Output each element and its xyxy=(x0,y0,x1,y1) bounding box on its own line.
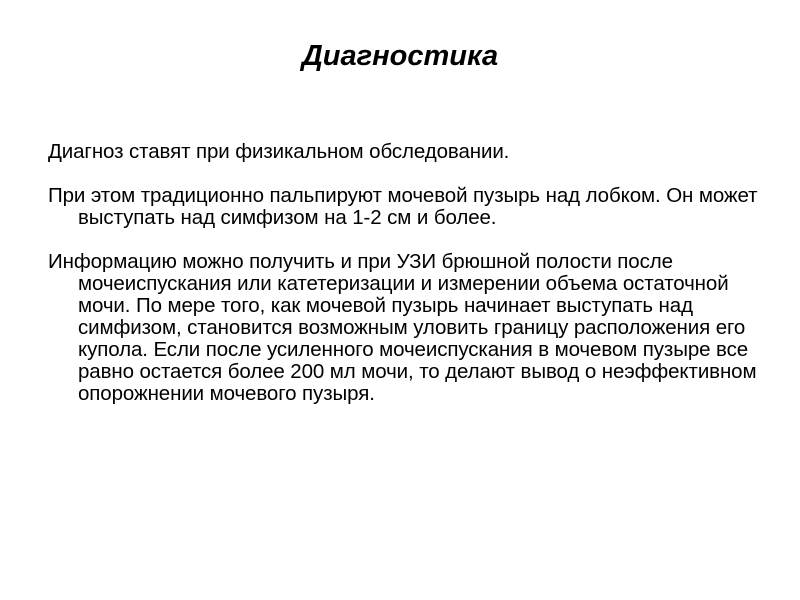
paragraph-palpation: При этом традиционно пальпируют мочевой пузырь над лобком. Он может выступать над симфизом на 1-2 см и более. xyxy=(48,184,758,229)
paragraph-ultrasound: Информацию можно получить и при УЗИ брюшной полости после мочеиспускания или катетеризации и измерении объема остаточной мочи. По мере того, как мочевой пузырь начинает выступать над симфизом, становится возможным уловить границу расположения его купола. Если после усиленного мочеиспускания в мочевом пузыре все равно остается более 200 мл мочи, то делают вывод о неэффективном опорожнении мочевого пузыря. xyxy=(48,250,757,405)
slide-body xyxy=(48,141,768,427)
paragraph-diagnosis: Диагноз ставят при физикальном обследовании. xyxy=(48,140,510,163)
slide-title: Диагностика xyxy=(301,40,499,72)
